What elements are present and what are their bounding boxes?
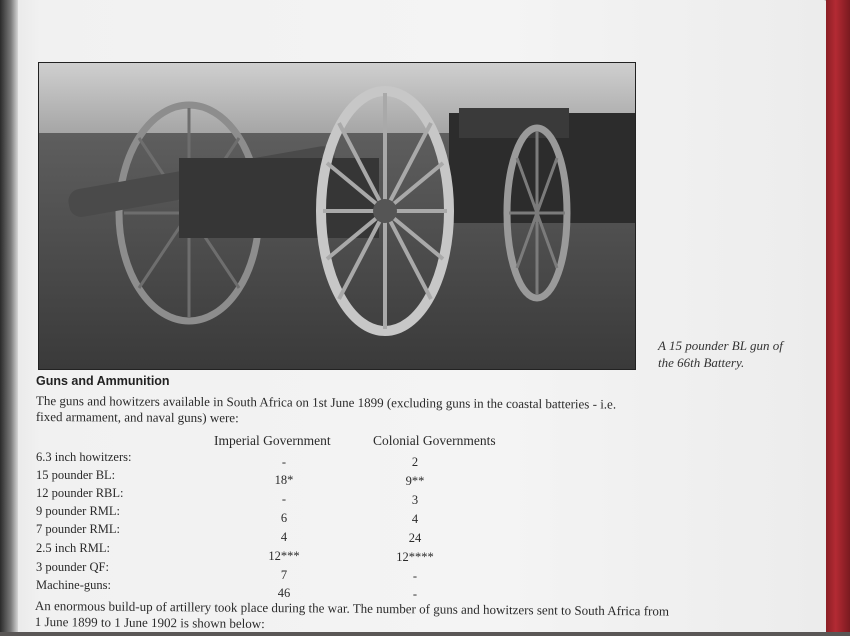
section-heading: Guns and Ammunition <box>36 374 170 388</box>
row-label: 3 pounder QF: <box>36 560 109 574</box>
imperial-value: 6 <box>280 511 288 525</box>
colonial-value: 2 <box>411 455 419 469</box>
row-label: 2.5 inch RML: <box>36 541 110 555</box>
book-gutter <box>0 0 18 632</box>
row-label: Machine-guns: <box>36 578 111 592</box>
photo-caption: A 15 pounder BL gun of the 66th Battery. <box>658 338 783 370</box>
artillery-photograph <box>38 62 636 370</box>
colonial-value: 3 <box>411 493 419 507</box>
imperial-value: 12*** <box>268 549 300 563</box>
imperial-value: 18* <box>274 473 294 487</box>
column-header-colonial: Colonial Governments <box>373 433 496 448</box>
column-header-imperial: Imperial Government <box>214 433 331 448</box>
imperial-value: - <box>281 455 287 469</box>
colonial-value: 24 <box>408 531 422 545</box>
colonial-value: 4 <box>411 512 419 526</box>
imperial-value: 46 <box>277 586 291 600</box>
imperial-value: 7 <box>280 568 288 582</box>
intro-paragraph: The guns and howitzers available in South Africa on 1st June 1899 (excluding guns in the coastal batteries - i.e. fixed armament, and naval guns) were: <box>35 393 617 426</box>
outro-paragraph: An enormous build-up of artillery took place during the war. The number of guns and howitzers sent to South Africa from 1 June 1899 to 1 June 1902 is shown below: <box>34 598 670 632</box>
imperial-value: - <box>281 492 287 506</box>
row-label: 7 pounder RML: <box>36 522 121 536</box>
row-label: 9 pounder RML: <box>36 504 121 518</box>
colonial-value: - <box>412 587 418 601</box>
colonial-value: 9** <box>405 474 425 488</box>
row-label: 6.3 inch howitzers: <box>36 450 132 464</box>
row-label: 15 pounder BL: <box>36 468 116 482</box>
row-label: 12 pounder RBL: <box>36 486 124 500</box>
book-cover-edge <box>826 0 850 632</box>
colonial-value: 12**** <box>396 550 434 564</box>
imperial-value: 4 <box>280 530 288 544</box>
colonial-value: - <box>412 569 418 583</box>
